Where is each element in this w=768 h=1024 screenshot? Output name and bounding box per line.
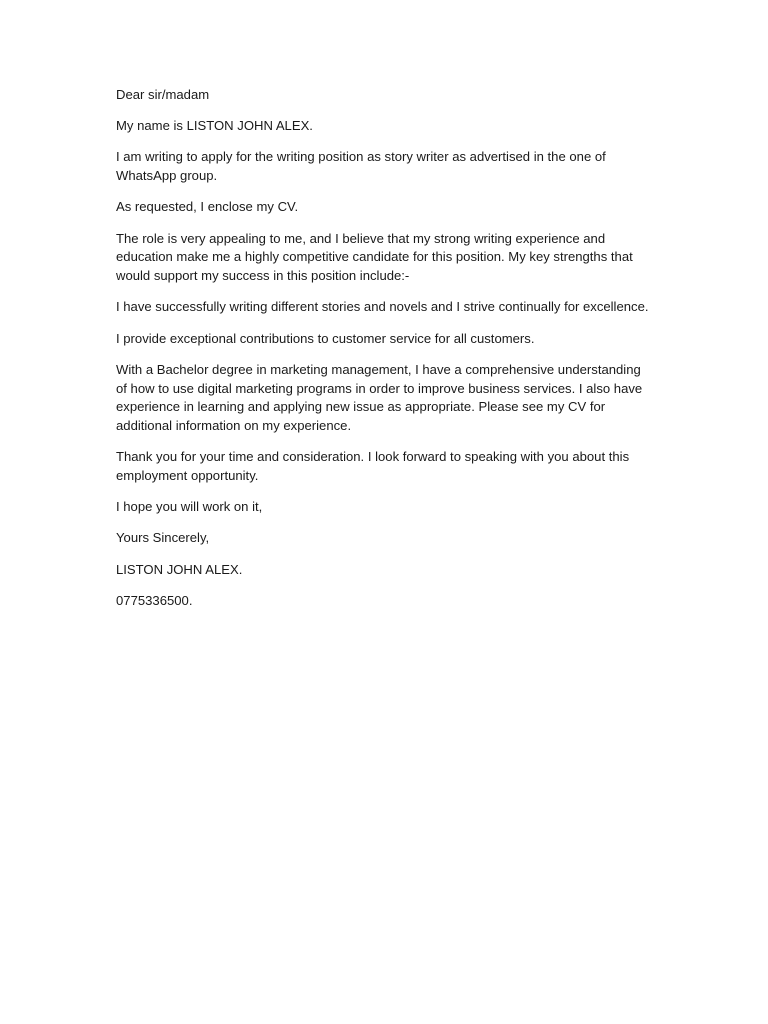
cover-letter-body [116,86,652,623]
writing-strength-paragraph: I have successfully writing different stories and novels and I strive continually for excellence. [116,299,649,315]
role-interest-paragraph: The role is very appealing to me, and I believe that my strong writing experience and education make me a highly competitive candidate for this position. My key strengths that would support my success in this position include:- [116,230,633,284]
purpose-paragraph: I am writing to apply for the writing position as story writer as advertised in the one of WhatsApp group. [116,149,606,184]
enclosure-paragraph: As requested, I enclose my CV. [116,199,299,215]
education-paragraph: With a Bachelor degree in marketing management, I have a comprehensive understanding of how to use digital marketing programs in order to improve business services. I also have experience in learning and applying new issue as appropriate. Please see my CV for additional information on my experience. [116,361,643,434]
closing-line: Yours Sincerely, [116,530,210,546]
thanks-paragraph: Thank you for your time and consideration. I look forward to speaking with you about this employment opportunity. [116,449,630,484]
introduction-paragraph: My name is LISTON JOHN ALEX. [116,118,313,134]
customer-service-paragraph: I provide exceptional contributions to customer service for all customers. [116,330,535,346]
hope-line: I hope you will work on it, [116,499,263,515]
salutation: Dear sir/madam [116,87,210,102]
phone-number: 0775336500. [116,592,193,608]
signature-name: LISTON JOHN ALEX. [116,561,243,577]
